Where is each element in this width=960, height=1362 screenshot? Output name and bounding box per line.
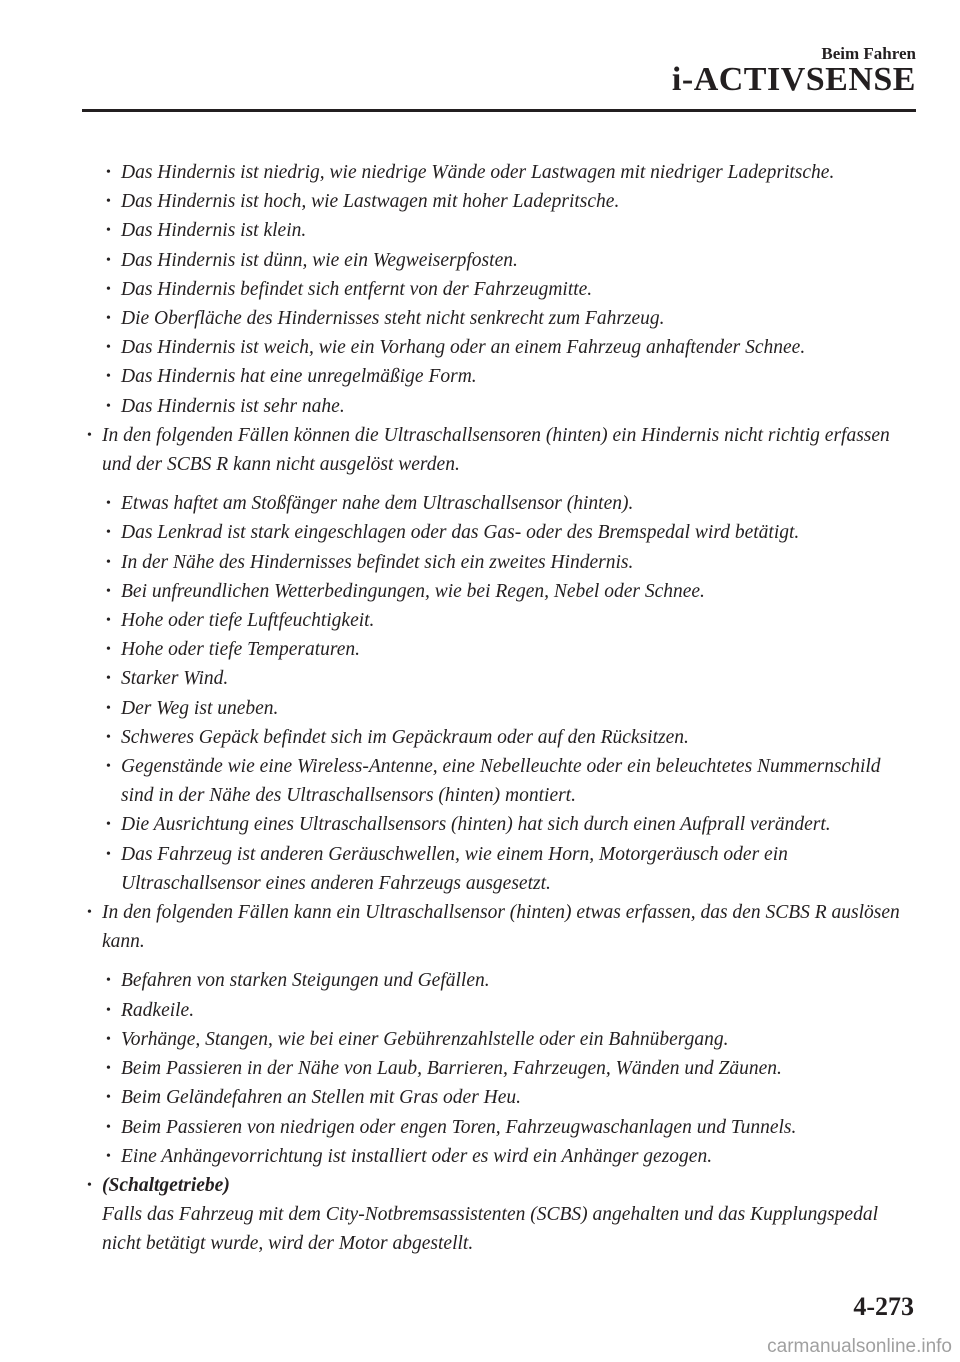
list-item <box>0 577 960 606</box>
bullet-icon: • <box>106 583 111 599</box>
list-item-text: Die Oberfläche des Hindernisses steht nicht senkrecht zum Fahrzeug. <box>121 308 665 330</box>
bullet-icon: • <box>106 846 111 862</box>
list-item-text: Die Ausrichtung eines Ultraschallsensors (hinten) hat sich durch einen Aufprall verändert. <box>121 814 831 836</box>
list-item-text: Das Hindernis ist klein. <box>121 220 307 242</box>
bullet-icon: • <box>106 281 111 297</box>
bullet-icon: • <box>87 905 92 921</box>
bullet-icon: • <box>106 1031 111 1047</box>
page-content <box>0 158 960 1259</box>
list-item <box>0 392 960 421</box>
list-item-text: Beim Passieren von niedrigen oder engen Toren, Fahrzeugwaschanlagen und Tunnels. <box>121 1116 797 1138</box>
list-item-text: Radkeile. <box>121 999 195 1021</box>
list-item-text: Starker Wind. <box>121 668 229 690</box>
list-item-text: Beim Passieren in der Nähe von Laub, Barrieren, Fahrzeugen, Wänden und Zäunen. <box>121 1058 782 1080</box>
bullet-icon: • <box>106 613 111 629</box>
list-item-text: Das Hindernis ist dünn, wie ein Wegweiserpfosten. <box>121 249 518 271</box>
list-item <box>0 1113 960 1142</box>
list-item <box>0 548 960 577</box>
bullet-icon: • <box>106 554 111 570</box>
bullet-icon: • <box>106 817 111 833</box>
intro-text: In den folgenden Fällen kann ein Ultraschallsensor (hinten) etwas erfassen, das den SCBS R auslösen kann. <box>102 902 900 953</box>
list-item <box>0 187 960 216</box>
list-item <box>0 1025 960 1054</box>
list-item <box>0 664 960 693</box>
list-item <box>0 158 960 187</box>
list-item <box>0 275 960 304</box>
list-item <box>0 333 960 362</box>
list-item-text: Das Lenkrad ist stark eingeschlagen oder das Gas- oder des Bremspedal wird betätigt. <box>121 522 800 544</box>
header-chapter-title: i-ACTIVSENSE <box>671 61 916 98</box>
list-item-text: Das Hindernis ist hoch, wie Lastwagen mit hoher Ladepritsche. <box>121 191 620 213</box>
list-item <box>0 752 960 810</box>
list-item <box>0 304 960 333</box>
list-item <box>0 606 960 635</box>
list-item <box>0 216 960 245</box>
list-item <box>0 996 960 1025</box>
list-item-text: Bei unfreundlichen Wetterbedingungen, wie bei Regen, Nebel oder Schnee. <box>121 580 705 602</box>
list-item <box>0 635 960 664</box>
bullet-icon: • <box>106 311 111 327</box>
list-item <box>0 246 960 275</box>
list-item <box>0 1083 960 1112</box>
list-item <box>0 723 960 752</box>
bullet-icon: • <box>106 700 111 716</box>
list-item <box>0 1054 960 1083</box>
list-item-text: Beim Geländefahren an Stellen mit Gras oder Heu. <box>121 1087 522 1109</box>
bullet-icon: • <box>106 1148 111 1164</box>
intro-b <box>0 421 960 479</box>
bullet-icon: • <box>106 1061 111 1077</box>
list-item-text: Hohe oder tiefe Luftfeuchtigkeit. <box>121 610 375 632</box>
bullet-icon: • <box>106 729 111 745</box>
bullet-icon: • <box>106 369 111 385</box>
list-item-text: Schweres Gepäck befindet sich im Gepäckraum oder auf den Rücksitzen. <box>121 726 689 748</box>
bullet-icon: • <box>106 1002 111 1018</box>
watermark-link[interactable]: carmanualsonline.info <box>767 1336 952 1357</box>
bullet-icon: • <box>106 165 111 180</box>
list-item-text: Das Hindernis ist sehr nahe. <box>121 395 345 417</box>
list-item <box>0 810 960 839</box>
bullet-icon: • <box>106 671 111 687</box>
list-item <box>0 840 960 898</box>
list-item-text: Das Fahrzeug ist anderen Geräuschwellen, wie einem Horn, Motorgeräusch oder ein Ultraschallsensor eines anderen Fahrzeugs ausgesetzt. <box>121 843 788 894</box>
bullet-icon: • <box>106 398 111 414</box>
list-item <box>0 966 960 995</box>
bullet-icon: • <box>87 1177 92 1193</box>
bullet-icon: • <box>106 223 111 239</box>
list-b <box>0 489 960 898</box>
list-item-text: Etwas haftet am Stoßfänger nahe dem Ultraschallsensor (hinten). <box>121 493 634 515</box>
header-section-label: Beim Fahren <box>821 44 916 63</box>
bullet-icon: • <box>106 525 111 541</box>
list-item-text: Das Hindernis ist niedrig, wie niedrige Wände oder Lastwagen mit niedriger Ladepritsche. <box>121 162 835 183</box>
list-c <box>0 966 960 1170</box>
bullet-icon: • <box>106 1119 111 1135</box>
list-item-text: Das Hindernis befindet sich entfernt von der Fahrzeugmitte. <box>121 278 593 300</box>
list-item-text: Vorhänge, Stangen, wie bei einer Gebührenzahlstelle oder ein Bahnübergang. <box>121 1028 729 1050</box>
bullet-icon: • <box>106 194 111 210</box>
list-item-text: Eine Anhängevorrichtung ist installiert oder es wird ein Anhänger gezogen. <box>121 1145 713 1167</box>
bullet-icon: • <box>106 1090 111 1106</box>
list-item-text: Befahren von starken Steigungen und Gefällen. <box>121 970 490 992</box>
list-item-text: Das Hindernis ist weich, wie ein Vorhang oder an einem Fahrzeug anhaftender Schnee. <box>121 337 806 359</box>
list-item <box>0 362 960 391</box>
intro-text: In den folgenden Fällen können die Ultraschallsensoren (hinten) ein Hindernis nicht richtig erfassen und der SCBS R kann nicht ausgelöst werden. <box>102 424 890 476</box>
header-divider <box>82 109 916 112</box>
page-number: 4-273 <box>853 1292 914 1321</box>
note-label: (Schaltgetriebe) <box>102 1174 230 1196</box>
intro-c <box>0 898 960 956</box>
list-item <box>0 1142 960 1171</box>
bullet-icon: • <box>106 642 111 658</box>
bullet-icon: • <box>106 496 111 512</box>
list-item <box>0 694 960 723</box>
list-item <box>0 489 960 518</box>
list-item-text: Das Hindernis hat eine unregelmäßige Form. <box>121 366 477 388</box>
bullet-icon: • <box>106 252 111 268</box>
list-item-text: Der Weg ist uneben. <box>121 697 279 719</box>
note-d <box>0 1171 960 1259</box>
list-item <box>0 518 960 547</box>
bullet-icon: • <box>106 340 111 356</box>
bullet-icon: • <box>87 427 92 443</box>
note-text: Falls das Fahrzeug mit dem City-Notbremsassistenten (SCBS) angehalten und das Kupplungspedal nicht betätigt wurde, wird der Motor abgestellt. <box>102 1204 878 1255</box>
list-item-text: In der Nähe des Hindernisses befindet sich ein zweites Hindernis. <box>121 551 634 573</box>
bullet-icon: • <box>106 759 111 775</box>
bullet-icon: • <box>106 973 111 989</box>
list-a <box>0 158 960 421</box>
list-item-text: Gegenstände wie eine Wireless-Antenne, eine Nebelleuchte oder ein beleuchtetes Nummernschild sind in der Nähe des Ultraschallsensors (hinten) montiert. <box>121 756 881 807</box>
list-item-text: Hohe oder tiefe Temperaturen. <box>121 639 361 661</box>
